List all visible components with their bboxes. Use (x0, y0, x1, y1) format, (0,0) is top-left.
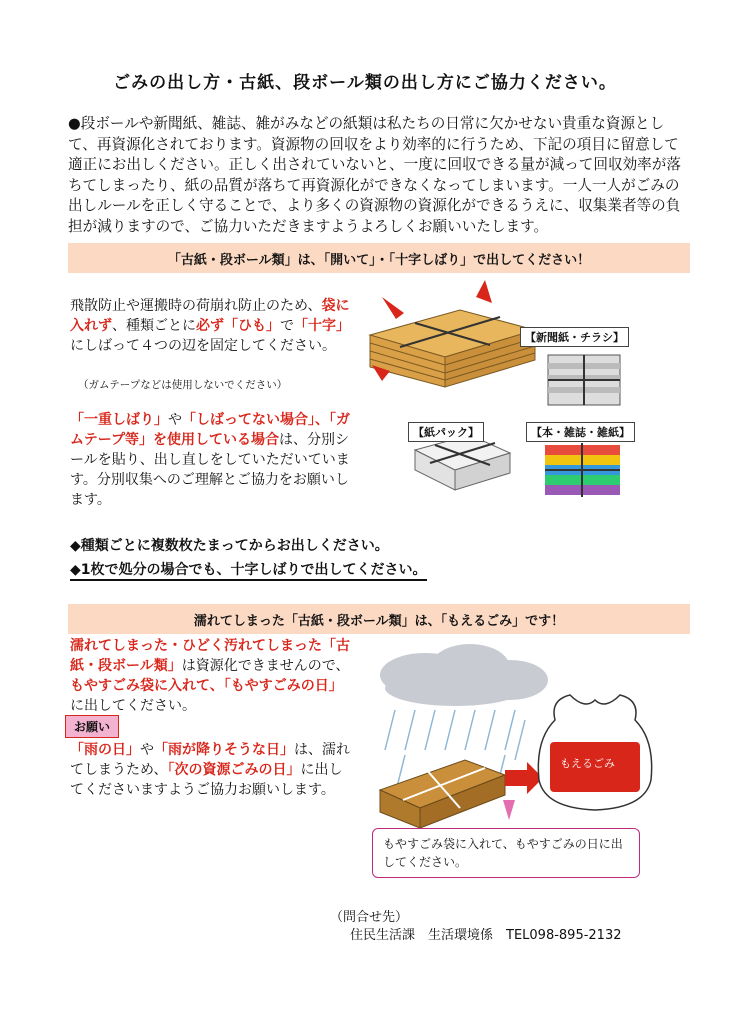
emphasis: 「雨が降りそうな日」 (154, 742, 294, 758)
text: は、分別シールを貼り、出し直しをしていただいています。分別収集へのご理解とご協力をお願いします。 (70, 432, 350, 508)
emphasis: 必ず「ひも」 (196, 318, 280, 334)
books-bundle-icon (545, 443, 620, 497)
cloud-icon (380, 644, 548, 706)
emphasis: 「十字」 (294, 318, 350, 334)
section2-rain-advice (70, 740, 352, 800)
bullet-multiple: ◆種類ごとに複数枚たまってからお出しください。 (70, 538, 389, 554)
page-title: ごみの出し方・古紙、段ボール類の出し方にご協力ください。 (113, 73, 617, 93)
callout-box: もやすごみ袋に入れて、もやすごみの日に出してください。 (372, 828, 640, 878)
arrow-right-icon (505, 762, 543, 794)
label-paper-pack: 【紙パック】 (408, 422, 484, 442)
emphasis: 濡れてしまった・ひどく汚れてしまった「古紙・段ボール類」 (70, 638, 350, 674)
text: 飛散防止や運搬時の荷崩れ防止のため、 (70, 298, 322, 314)
text: にしばって４つの辺を固定してください。 (70, 338, 336, 354)
garbage-bag-icon (538, 695, 651, 810)
section1-header: 「古紙・段ボール類」は、「開いて」・「十字しばり」で出してください！ (68, 243, 690, 273)
newspaper-bundle-icon (548, 355, 620, 405)
contact-label: （問合せ先） (330, 910, 409, 925)
cardboard-stack-icon (370, 310, 535, 387)
text: で (280, 318, 294, 334)
label-newspaper: 【新聞紙・チラシ】 (520, 327, 629, 347)
bundled-paper-illustration (360, 275, 660, 505)
text: は資源化できませんので、 (181, 658, 350, 674)
emphasis: 袋に入れず (70, 298, 350, 334)
bullet-single (70, 559, 427, 579)
text: や (140, 742, 154, 758)
contact-line: 住民生活課 生活環境係 TEL098-895-2132 (350, 928, 622, 943)
section2-wet-paper (70, 636, 350, 716)
wet-cardboard-icon (380, 760, 505, 828)
emphasis: 「一重しばり」 (70, 412, 168, 428)
tape-note: （ガムテープなどは使用しないでください） (78, 379, 288, 391)
emphasis: 「雨の日」 (70, 742, 140, 758)
section1-warning (70, 410, 352, 510)
label-books: 【本・雑誌・雑紙】 (526, 422, 635, 442)
emphasis: もやすごみ袋に入れて、「もやすごみの日」 (70, 678, 343, 694)
text: は、濡れてしまうため、 (70, 742, 350, 778)
text: や (168, 412, 182, 428)
emphasis: 「しばってない場合」、「ガムテープ等」を使用している場合 (70, 412, 350, 448)
request-badge: お願い (65, 715, 119, 738)
text: に出してください。 (70, 698, 196, 714)
rain-illustration (355, 640, 665, 840)
emphasis: 「次の資源ごみの日」 (167, 762, 301, 778)
section1-instructions (70, 296, 360, 356)
bullet-single-text: ◆1枚で処分の場合でも、十字しばりで出してください。 (70, 562, 427, 581)
paper-pack-bundle-icon (415, 435, 510, 490)
garbage-bag-label: もえるごみ (560, 757, 615, 770)
intro-paragraph: ●段ボールや新聞紙、雑誌、雑がみなどの紙類は私たちの日常に欠かせない貴重な資源として、再資源化されております。資源物の回収をより効率的に行うため、下記の項目に留意して適正にお出しください。正しく出されていないと、一度に回収できる量が減って回収効率が落ちてしまったり、紙の品質が落ちて再資源化ができなくなってしまいます。一人一人がごみの出しルールを正しく守ることで、より多くの資源物の資源化ができるうえに、収集業者等の負担が減りますので、ご協力いただきますようよろしくお願いいたします。 (68, 115, 681, 235)
text: 、種類ごとに (112, 318, 196, 334)
callout-pointer-icon (503, 800, 515, 820)
section2-header: 濡れてしまった「古紙・段ボール類」は、「もえるごみ」です！ (68, 604, 690, 634)
text: に出してくださいますようご協力お願いします。 (70, 762, 343, 798)
